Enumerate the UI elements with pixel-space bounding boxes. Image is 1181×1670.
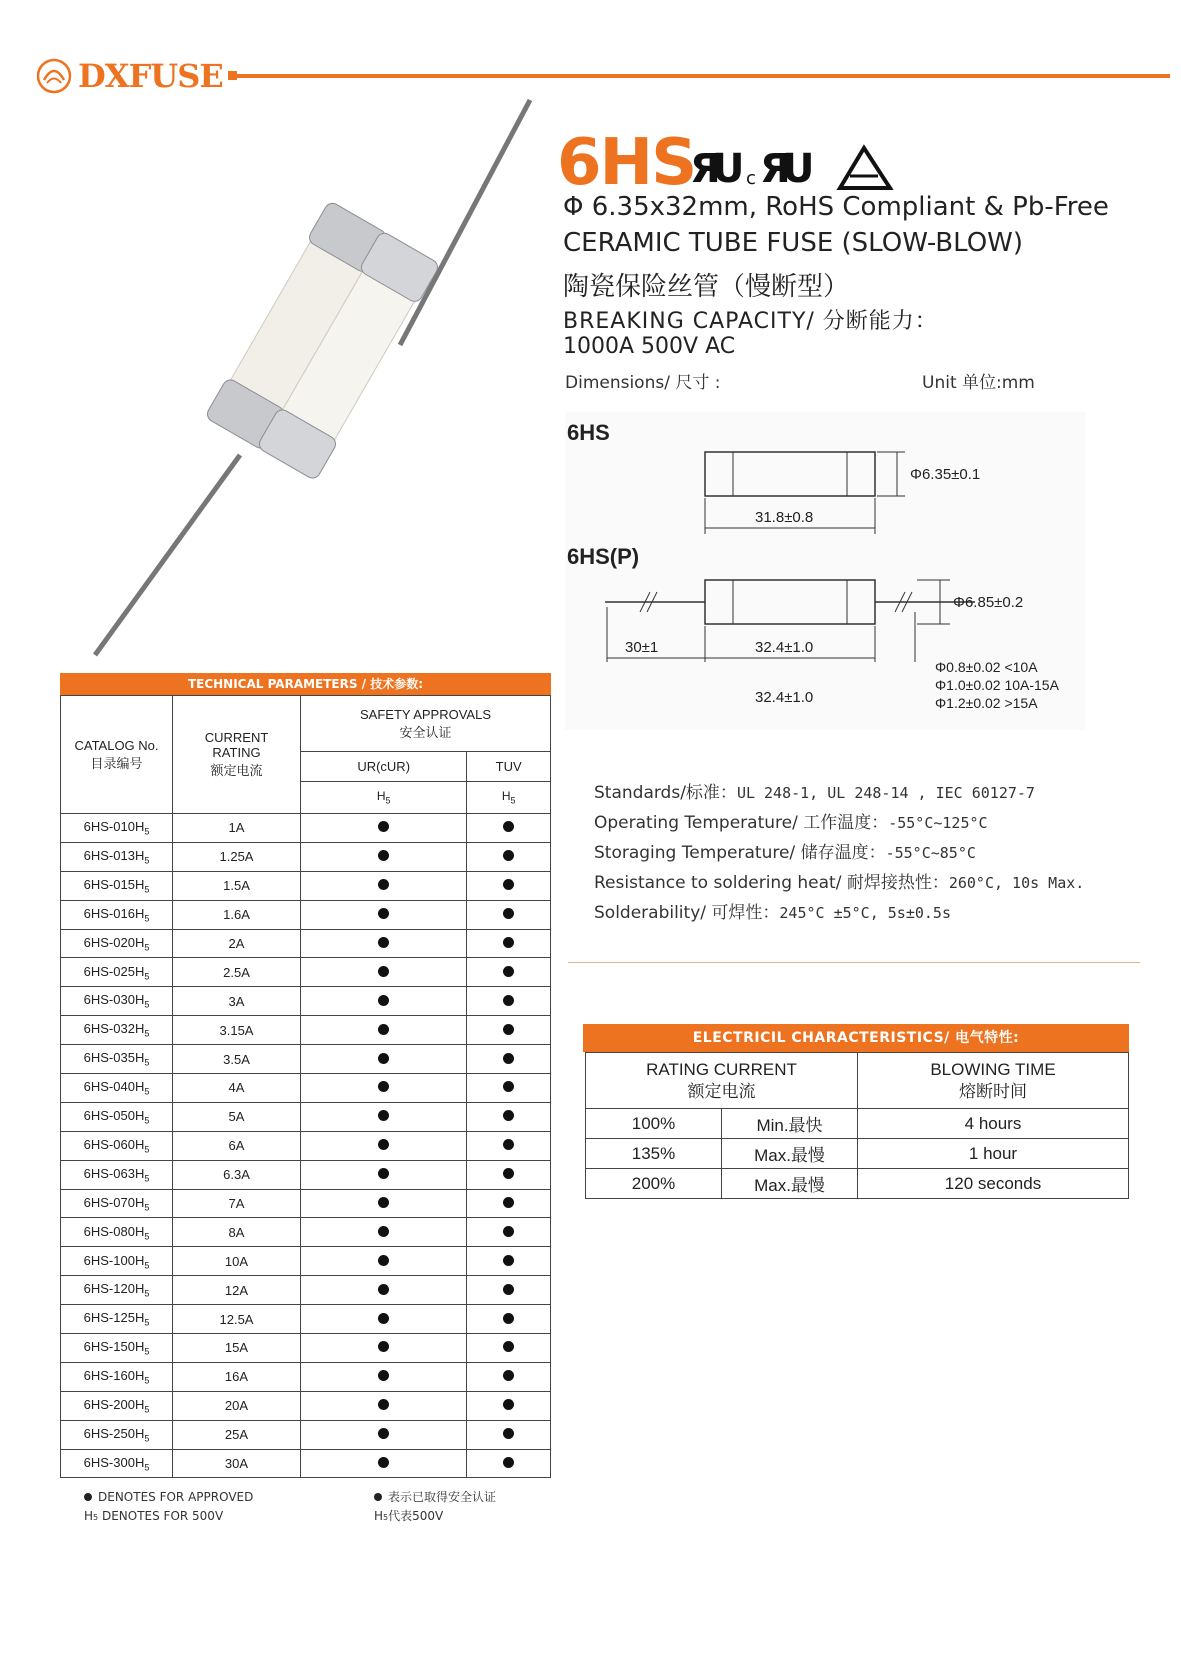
spec-label: Standards/标准： [594, 783, 737, 803]
table-row [61, 1305, 551, 1334]
approved-dot-icon [503, 1399, 514, 1410]
table-row [61, 1160, 551, 1189]
spec-value: UL 248-1, UL 248-14 , IEC 60127-7 [736, 784, 1035, 802]
rating-cell: 1A [173, 814, 301, 843]
header-rule-marker [228, 71, 237, 80]
approved-dot-icon [378, 1081, 389, 1092]
electrical-header-row [586, 1053, 1129, 1109]
catalog-cell: $6HS-025H_5$ [61, 958, 173, 987]
approved-dot-icon [378, 850, 389, 861]
ur-approval-cell [301, 1305, 467, 1334]
approval-notes-en: DENOTES FOR APPROVED H5 DENOTES FOR 500V [84, 1490, 254, 1523]
header-catalog: CATALOG No. 目录编号 [61, 696, 173, 814]
approved-dot-icon [378, 1428, 389, 1439]
tuv-triangle-icon [840, 148, 890, 188]
approved-dot-icon [378, 1197, 389, 1208]
approved-dot-icon [503, 1370, 514, 1381]
approved-dot-icon [503, 1313, 514, 1324]
lead-diameter-3: Φ1.2±0.02 >15A [935, 695, 1038, 711]
limit-cell: Max.最慢 [722, 1139, 858, 1169]
ur-approval-cell [301, 1247, 467, 1276]
header-tuv-h5: $H_5$ [467, 782, 551, 814]
approved-dot-icon [378, 1053, 389, 1064]
rating-cell: 16A [173, 1362, 301, 1391]
header-rule [228, 74, 1170, 78]
spec-standards [594, 778, 1035, 803]
catalog-cell: $6HS-035H_5$ [61, 1045, 173, 1074]
approved-dot-icon [503, 879, 514, 890]
rating-cell: 15A [173, 1334, 301, 1363]
table-row [61, 1391, 551, 1420]
tuv-approval-cell [467, 1160, 551, 1189]
ur-approval-cell [301, 842, 467, 871]
approved-dot-icon [378, 966, 389, 977]
approved-dot-icon [378, 1226, 389, 1237]
spec-solderability [594, 898, 951, 923]
tuv-approval-cell [467, 1420, 551, 1449]
ur-mark-icon [690, 146, 744, 192]
spec-label: Storaging Temperature/ 储存温度： [594, 843, 886, 863]
rating-cell: 20A [173, 1391, 301, 1420]
catalog-cell: $6HS-120H_5$ [61, 1276, 173, 1305]
header-blowing-time: BLOWING TIME 熔断时间 [858, 1053, 1129, 1109]
catalog-cell: $6HS-160H_5$ [61, 1362, 173, 1391]
rating-cell: 3.15A [173, 1016, 301, 1045]
approved-dot-icon [503, 1226, 514, 1237]
approved-dot-icon [503, 1255, 514, 1266]
catalog-cell: $6HS-150H_5$ [61, 1334, 173, 1363]
header-ur: UR(cUR) [301, 752, 467, 782]
ur-approval-cell [301, 958, 467, 987]
approved-dot-icon [378, 1370, 389, 1381]
svg-text:c: c [746, 168, 756, 189]
drawing-a-length: 31.8±0.8 [755, 509, 814, 526]
catalog-cell: $6HS-016H_5$ [61, 900, 173, 929]
approved-dot-icon [503, 1139, 514, 1150]
rating-cell: 3.5A [173, 1045, 301, 1074]
ur-approval-cell [301, 814, 467, 843]
spec-operating-temp [594, 808, 988, 833]
percent-cell: 135% [586, 1139, 722, 1169]
note-approved-en: DENOTES FOR APPROVED [98, 1490, 254, 1504]
table-row [61, 1189, 551, 1218]
ur-approval-cell [301, 900, 467, 929]
catalog-cell: $6HS-125H_5$ [61, 1305, 173, 1334]
approved-dot-icon [378, 1139, 389, 1150]
rating-cell: 3A [173, 987, 301, 1016]
drawing-b-name: 6HS(P) [567, 544, 640, 569]
catalog-cell: $6HS-030H_5$ [61, 987, 173, 1016]
ur-approval-cell [301, 1045, 467, 1074]
table-row [61, 1276, 551, 1305]
ur-approval-cell [301, 1449, 467, 1478]
tuv-approval-cell [467, 1045, 551, 1074]
rating-cell: 25A [173, 1420, 301, 1449]
ur-approval-cell [301, 1420, 467, 1449]
title-type-cn: 陶瓷保险丝管（慢断型） [563, 272, 850, 302]
catalog-cell: $6HS-080H_5$ [61, 1218, 173, 1247]
header-ur-h5: $H_5$ [301, 782, 467, 814]
catalog-cell: $6HS-050H_5$ [61, 1102, 173, 1131]
note-approved-cn: 表示已取得安全认证 [388, 1490, 497, 1504]
approved-dot-icon [503, 1284, 514, 1295]
drawing-b-lead-length: 30±1 [625, 639, 659, 656]
ur-approval-cell [301, 1218, 467, 1247]
drawing-a-diameter: Φ6.35±0.1 [910, 466, 981, 483]
spec-value: -55°C~125°C [888, 814, 988, 832]
catalog-cell: $6HS-040H_5$ [61, 1074, 173, 1103]
limit-cell: Min.最快 [722, 1109, 858, 1139]
table-row [61, 1131, 551, 1160]
catalog-cell: $6HS-020H_5$ [61, 929, 173, 958]
table-row [61, 1102, 551, 1131]
rating-cell: 1.5A [173, 871, 301, 900]
lead-diameter-2: Φ1.0±0.02 10A-15A [935, 677, 1059, 693]
tuv-approval-cell [467, 1247, 551, 1276]
approved-dot-icon [378, 908, 389, 919]
svg-text:Я: Я [760, 146, 791, 192]
catalog-cell: $6HS-250H_5$ [61, 1420, 173, 1449]
approved-dot-icon [503, 1110, 514, 1121]
rating-cell: 10A [173, 1247, 301, 1276]
table-row [586, 1169, 1129, 1199]
spec-value: -55°C~85°C [885, 844, 976, 862]
drawing-b-overall-length: 32.4±1.0 [755, 689, 814, 706]
rating-cell: 12.5A [173, 1305, 301, 1334]
rating-cell: 5A [173, 1102, 301, 1131]
approved-dot-icon [378, 937, 389, 948]
rating-cell: 6.3A [173, 1160, 301, 1189]
ur-approval-cell [301, 1362, 467, 1391]
table-row [586, 1139, 1129, 1169]
table-row [61, 1334, 551, 1363]
approved-dot-icon [378, 995, 389, 1006]
svg-text:U: U [712, 146, 745, 192]
catalog-cell: $6HS-013H_5$ [61, 842, 173, 871]
table-row [61, 814, 551, 843]
note-voltage-cn: 代表500V [388, 1509, 444, 1523]
drawing-b-body-length: 32.4±1.0 [755, 639, 814, 656]
approved-dot-icon [378, 1284, 389, 1295]
tech-params-header-row [61, 696, 551, 752]
tuv-approval-cell [467, 1074, 551, 1103]
tuv-approval-cell [467, 1449, 551, 1478]
rating-cell: 2A [173, 929, 301, 958]
time-cell: 120 seconds [858, 1169, 1129, 1199]
approved-dot-icon [503, 1024, 514, 1035]
title-spec-line: Φ 6.35x32mm, RoHS Compliant & Pb-Free [563, 192, 1109, 222]
rating-cell: 1.25A [173, 842, 301, 871]
approved-dot-icon [503, 937, 514, 948]
header-current: CURRENT RATING 额定电流 [173, 696, 301, 814]
time-cell: 4 hours [858, 1109, 1129, 1139]
model-number: 6HS [557, 126, 696, 200]
table-row [61, 1247, 551, 1276]
approved-dot-icon [503, 1081, 514, 1092]
approved-dot-icon [503, 908, 514, 919]
approval-notes-cn: 表示已取得安全认证 H5代表500V [374, 1490, 497, 1523]
tuv-approval-cell [467, 1362, 551, 1391]
spec-label: Solderability/ 可焊性： [594, 903, 780, 923]
rating-cell: 12A [173, 1276, 301, 1305]
time-cell: 1 hour [858, 1139, 1129, 1169]
spec-label: Operating Temperature/ 工作温度： [594, 813, 889, 833]
table-row [61, 958, 551, 987]
electrical-title: ELECTRICIL CHARACTERISTICS/ 电气特性: [583, 1024, 1129, 1052]
tuv-approval-cell [467, 1218, 551, 1247]
breaking-capacity-value: 1000A 500V AC [563, 334, 736, 359]
table-row [61, 842, 551, 871]
ur-approval-cell [301, 1160, 467, 1189]
tuv-approval-cell [467, 842, 551, 871]
tuv-approval-cell [467, 987, 551, 1016]
tuv-approval-cell [467, 900, 551, 929]
table-row [61, 1218, 551, 1247]
cur-mark-icon [746, 146, 814, 192]
approved-dot-icon [503, 1197, 514, 1208]
catalog-cell: $6HS-070H_5$ [61, 1189, 173, 1218]
rating-cell: 6A [173, 1131, 301, 1160]
ur-approval-cell [301, 871, 467, 900]
approved-dot-icon [378, 879, 389, 890]
approved-dot-icon [378, 1110, 389, 1121]
dimensions-label: Dimensions/ 尺寸 : [565, 373, 721, 393]
approved-dot-icon [503, 995, 514, 1006]
svg-text:U: U [782, 146, 815, 192]
ur-approval-cell [301, 1334, 467, 1363]
tech-params-table [60, 695, 551, 1478]
approved-dot-icon [503, 1053, 514, 1064]
tuv-approval-cell [467, 1391, 551, 1420]
catalog-cell: $6HS-200H_5$ [61, 1391, 173, 1420]
ur-approval-cell [301, 987, 467, 1016]
table-row [61, 1074, 551, 1103]
rating-cell: 4A [173, 1074, 301, 1103]
tuv-approval-cell [467, 1102, 551, 1131]
catalog-cell: $6HS-032H_5$ [61, 1016, 173, 1045]
approved-dot-icon [378, 1457, 389, 1468]
table-row [61, 1045, 551, 1074]
spec-soldering-heat [594, 868, 1084, 893]
ur-approval-cell [301, 1074, 467, 1103]
catalog-cell: $6HS-010H_5$ [61, 814, 173, 843]
ur-approval-cell [301, 1102, 467, 1131]
electrical-table [585, 1052, 1129, 1199]
approved-dot-icon [503, 850, 514, 861]
lead-diameter-1: Φ0.8±0.02 <10A [935, 659, 1038, 675]
title-type-line: CERAMIC TUBE FUSE (SLOW-BLOW) [563, 228, 1024, 258]
approved-dot-icon [374, 1493, 382, 1501]
tuv-approval-cell [467, 871, 551, 900]
approved-dot-icon [503, 821, 514, 832]
approved-dot-icon [503, 1428, 514, 1439]
spec-storage-temp [594, 838, 976, 863]
header-safety: SAFETY APPROVALS 安全认证 [301, 696, 551, 752]
rating-cell: 1.6A [173, 900, 301, 929]
ur-approval-cell [301, 1276, 467, 1305]
tuv-approval-cell [467, 814, 551, 843]
approved-dot-icon [378, 1255, 389, 1266]
spec-label: Resistance to soldering heat/ 耐焊接热性： [594, 873, 949, 893]
svg-text:Я: Я [690, 146, 721, 192]
approved-dot-icon [378, 1024, 389, 1035]
ur-approval-cell [301, 1189, 467, 1218]
dimension-drawing [565, 412, 1085, 730]
note-voltage-en: DENOTES FOR 500V [101, 1509, 224, 1523]
breaking-capacity-label: BREAKING CAPACITY/ 分断能力： [563, 309, 938, 334]
approved-dot-icon [378, 1168, 389, 1179]
percent-cell: 200% [586, 1169, 722, 1199]
tuv-approval-cell [467, 958, 551, 987]
table-row [61, 987, 551, 1016]
table-row [61, 929, 551, 958]
table-row [61, 1362, 551, 1391]
tuv-approval-cell [467, 1189, 551, 1218]
fuse-product-photo [80, 95, 560, 665]
table-row [586, 1109, 1129, 1139]
percent-cell: 100% [586, 1109, 722, 1139]
tuv-approval-cell [467, 1276, 551, 1305]
fuse-logo-icon [34, 56, 74, 96]
catalog-cell: $6HS-015H_5$ [61, 871, 173, 900]
limit-cell: Max.最慢 [722, 1169, 858, 1199]
drawing-b-diameter: Φ6.85±0.2 [953, 594, 1024, 611]
tuv-approval-cell [467, 1305, 551, 1334]
approved-dot-icon [378, 1399, 389, 1410]
ur-approval-cell [301, 1016, 467, 1045]
tuv-approval-cell [467, 1016, 551, 1045]
approved-dot-icon [378, 1341, 389, 1352]
approved-dot-icon [503, 1457, 514, 1468]
approved-dot-icon [503, 1168, 514, 1179]
table-row [61, 1016, 551, 1045]
approved-dot-icon [378, 821, 389, 832]
table-row [61, 871, 551, 900]
rating-cell: 30A [173, 1449, 301, 1478]
tuv-approval-cell [467, 929, 551, 958]
certification-marks [690, 140, 920, 196]
catalog-cell: $6HS-063H_5$ [61, 1160, 173, 1189]
rating-cell: 2.5A [173, 958, 301, 987]
approved-dot-icon [84, 1493, 92, 1501]
drawing-a-name: 6HS [567, 420, 610, 445]
ur-approval-cell [301, 929, 467, 958]
ur-approval-cell [301, 1131, 467, 1160]
catalog-cell: $6HS-100H_5$ [61, 1247, 173, 1276]
approved-dot-icon [503, 966, 514, 977]
catalog-cell: $6HS-300H_5$ [61, 1449, 173, 1478]
rating-cell: 8A [173, 1218, 301, 1247]
brand-logo [34, 56, 223, 96]
section-divider [568, 962, 1140, 963]
header-tuv: TUV [467, 752, 551, 782]
rating-cell: 7A [173, 1189, 301, 1218]
spec-value: 245°C ±5°C, 5s±0.5s [779, 904, 951, 922]
spec-value: 260°C, 10s Max. [948, 874, 1085, 892]
approved-dot-icon [503, 1341, 514, 1352]
table-row [61, 1420, 551, 1449]
tech-params-title: TECHNICAL PARAMETERS / 技术参数: [60, 673, 551, 695]
catalog-cell: $6HS-060H_5$ [61, 1131, 173, 1160]
header-rating-current: RATING CURRENT 额定电流 [586, 1053, 858, 1109]
table-row [61, 1449, 551, 1478]
tuv-approval-cell [467, 1334, 551, 1363]
approved-dot-icon [378, 1313, 389, 1324]
tuv-approval-cell [467, 1131, 551, 1160]
unit-label: Unit 单位:mm [922, 373, 1035, 393]
table-row [61, 900, 551, 929]
ur-approval-cell [301, 1391, 467, 1420]
brand-name: DXFUSE [78, 57, 223, 95]
